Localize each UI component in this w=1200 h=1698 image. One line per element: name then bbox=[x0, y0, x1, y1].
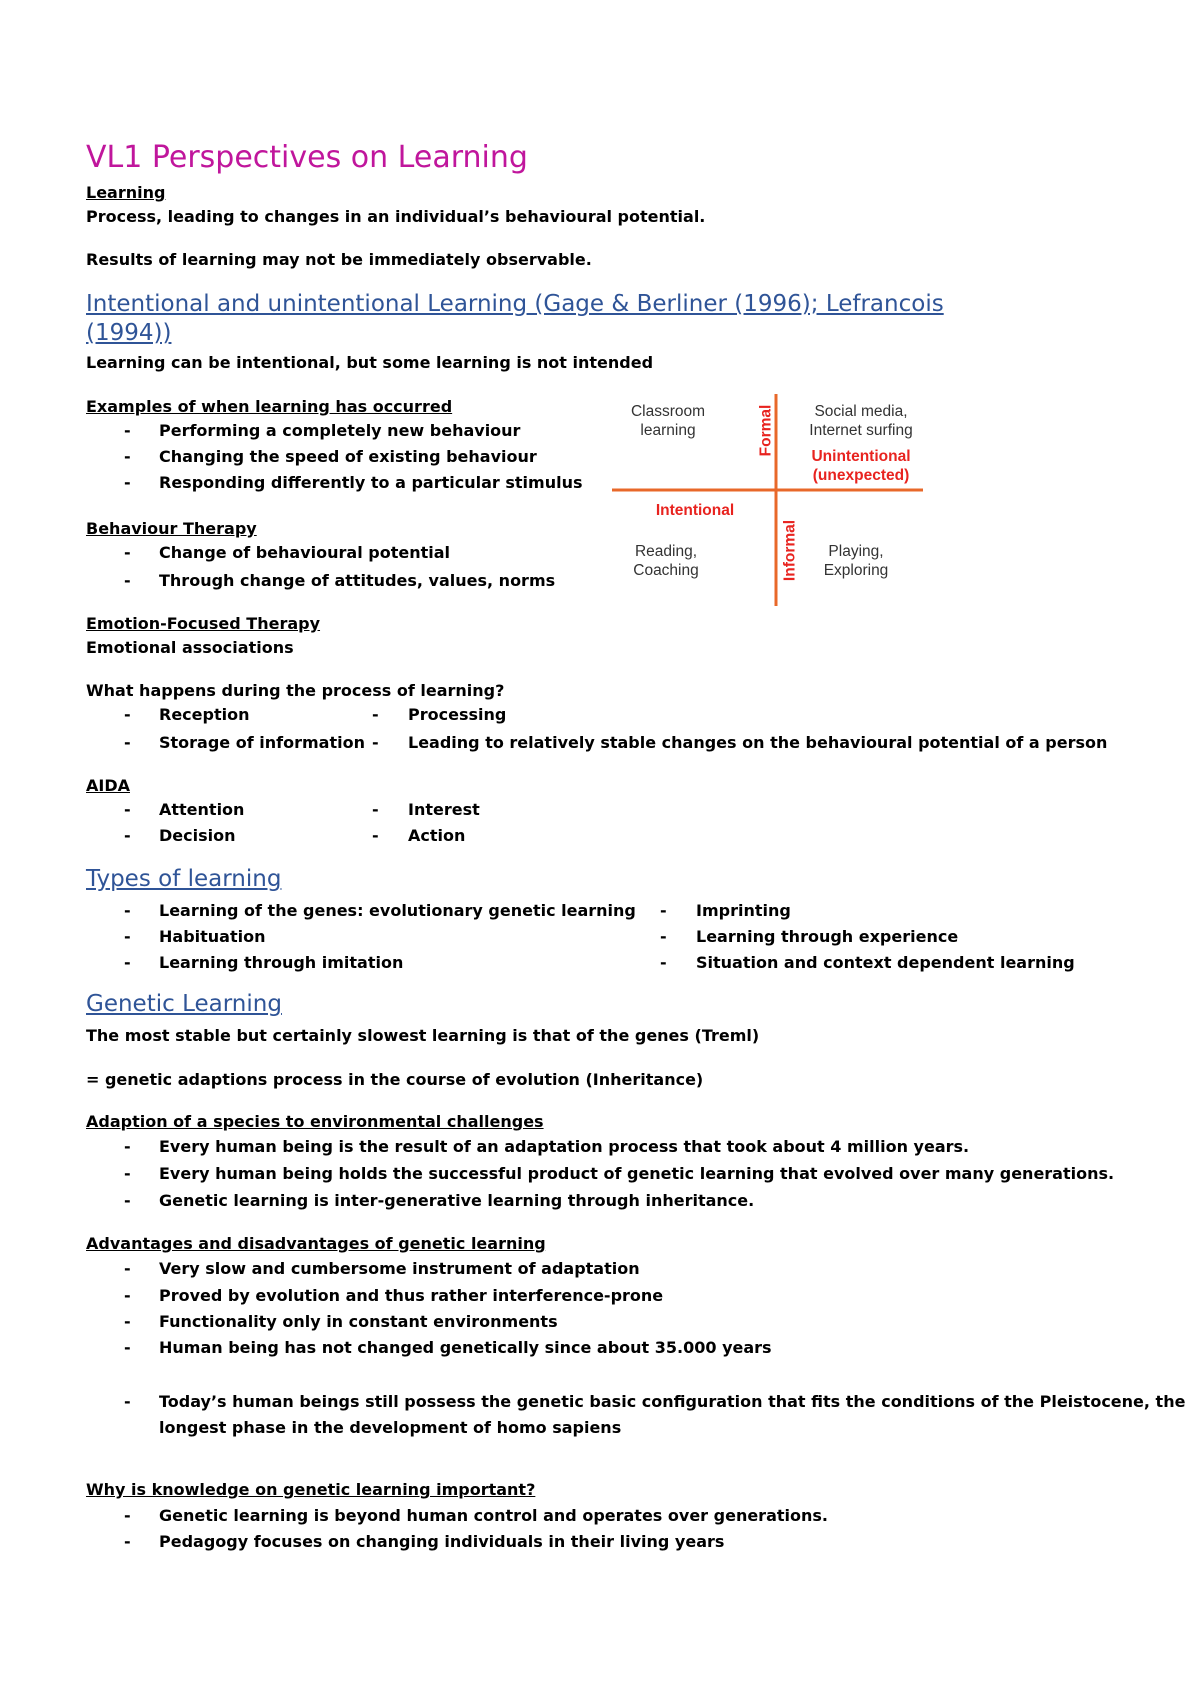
process-question: What happens during the process of learning? bbox=[86, 681, 505, 700]
list-dash: - bbox=[372, 800, 379, 819]
list-dash: - bbox=[124, 1259, 131, 1278]
quadrant-bottom-right-line2: Exploring bbox=[823, 562, 889, 579]
list-item: Every human being holds the successful product of genetic learning that evolved over many generations. bbox=[159, 1164, 1115, 1183]
list-dash: - bbox=[124, 826, 131, 845]
list-item: Every human being is the result of an adaptation process that took about 4 million years. bbox=[159, 1137, 970, 1156]
list-item-continuation: longest phase in the development of homo sapiens bbox=[159, 1418, 622, 1437]
list-dash: - bbox=[660, 901, 667, 920]
why-heading: Why is knowledge on genetic learning important? bbox=[86, 1480, 536, 1499]
list-item: Changing the speed of existing behaviour bbox=[159, 447, 537, 466]
list-dash: - bbox=[124, 1392, 131, 1411]
informal-label: Informal bbox=[781, 519, 799, 582]
formal-label: Formal bbox=[757, 404, 775, 457]
list-dash: - bbox=[124, 953, 131, 972]
list-dash: - bbox=[372, 733, 379, 752]
list-dash: - bbox=[124, 927, 131, 946]
list-dash: - bbox=[124, 421, 131, 440]
unintentional-label-line1: Unintentional bbox=[811, 448, 911, 465]
list-dash: - bbox=[660, 927, 667, 946]
eft-heading: Emotion-Focused Therapy bbox=[86, 614, 321, 633]
list-dash: - bbox=[124, 1312, 131, 1331]
list-dash: - bbox=[124, 1532, 131, 1551]
list-item: Through change of attitudes, values, norms bbox=[159, 571, 556, 590]
list-item: Very slow and cumbersome instrument of adaptation bbox=[159, 1259, 640, 1278]
list-dash: - bbox=[124, 543, 131, 562]
page-title: VL1 Perspectives on Learning bbox=[86, 140, 528, 175]
learning-definition: Process, leading to changes in an individual’s behavioural potential. bbox=[86, 207, 706, 226]
list-item: Decision bbox=[159, 826, 236, 845]
list-dash: - bbox=[124, 447, 131, 466]
list-dash: - bbox=[124, 1338, 131, 1357]
list-item: Leading to relatively stable changes on the behavioural potential of a person bbox=[408, 733, 1108, 752]
quadrant-top-left-line2: learning bbox=[640, 422, 696, 439]
list-item: Change of behavioural potential bbox=[159, 543, 450, 562]
list-item: Interest bbox=[408, 800, 480, 819]
therapy-heading: Behaviour Therapy bbox=[86, 519, 257, 538]
list-item: Pedagogy focuses on changing individuals in their living years bbox=[159, 1532, 725, 1551]
list-item: Today’s human beings still possess the genetic basic configuration that fits the conditions of the Pleistocene, the bbox=[159, 1392, 1186, 1411]
list-item: Learning through imitation bbox=[159, 953, 404, 972]
list-dash: - bbox=[124, 571, 131, 590]
list-item: Action bbox=[408, 826, 466, 845]
list-item: Reception bbox=[159, 705, 250, 724]
list-item: Learning through experience bbox=[696, 927, 959, 946]
quadrant-top-right-line1: Social media, bbox=[814, 403, 908, 420]
list-item: Genetic learning is inter-generative learning through inheritance. bbox=[159, 1191, 755, 1210]
intentional-heading-line1: Intentional and unintentional Learning (Gage & Berliner (1996); Lefrancois bbox=[86, 291, 944, 317]
list-dash: - bbox=[124, 1164, 131, 1183]
quadrant-bottom-left-line1: Reading, bbox=[634, 543, 698, 560]
learning-quadrant-diagram bbox=[600, 390, 930, 610]
list-dash: - bbox=[124, 800, 131, 819]
list-dash: - bbox=[124, 901, 131, 920]
list-item: Responding differently to a particular stimulus bbox=[159, 473, 583, 492]
list-item: Learning of the genes: evolutionary genetic learning bbox=[159, 901, 636, 920]
list-dash: - bbox=[660, 953, 667, 972]
learning-heading: Learning bbox=[86, 183, 166, 202]
list-item: Performing a completely new behaviour bbox=[159, 421, 521, 440]
types-heading: Types of learning bbox=[86, 866, 282, 892]
adv-heading: Advantages and disadvantages of genetic learning bbox=[86, 1234, 546, 1253]
list-item: Proved by evolution and thus rather interference-prone bbox=[159, 1286, 664, 1305]
eft-text: Emotional associations bbox=[86, 638, 294, 657]
list-dash: - bbox=[124, 1137, 131, 1156]
list-item: Situation and context dependent learning bbox=[696, 953, 1075, 972]
list-dash: - bbox=[124, 1191, 131, 1210]
examples-heading: Examples of when learning has occurred bbox=[86, 397, 453, 416]
learning-results: Results of learning may not be immediately observable. bbox=[86, 250, 592, 269]
list-item: Human being has not changed genetically since about 35.000 years bbox=[159, 1338, 772, 1357]
list-dash: - bbox=[372, 826, 379, 845]
list-dash: - bbox=[124, 733, 131, 752]
quadrant-top-right-line2: Internet surfing bbox=[809, 422, 913, 439]
quadrant-bottom-right-line1: Playing, bbox=[828, 543, 884, 560]
list-dash: - bbox=[124, 1286, 131, 1305]
genetic-heading: Genetic Learning bbox=[86, 991, 282, 1017]
genetic-text2: = genetic adaptions process in the course of evolution (Inheritance) bbox=[86, 1070, 704, 1089]
list-dash: - bbox=[124, 705, 131, 724]
list-item: Habituation bbox=[159, 927, 266, 946]
intentional-heading-line2: (1994)) bbox=[86, 320, 172, 346]
list-dash: - bbox=[124, 1506, 131, 1525]
quadrant-bottom-left-line2: Coaching bbox=[633, 562, 699, 579]
genetic-text1: The most stable but certainly slowest learning is that of the genes (Treml) bbox=[86, 1026, 760, 1045]
intentional-text: Learning can be intentional, but some learning is not intended bbox=[86, 353, 654, 372]
list-item: Processing bbox=[408, 705, 507, 724]
list-dash: - bbox=[124, 473, 131, 492]
list-item: Storage of information bbox=[159, 733, 365, 752]
quadrant-top-left-line1: Classroom bbox=[630, 403, 706, 420]
intentional-label: Intentional bbox=[655, 502, 735, 519]
aida-heading: AIDA bbox=[86, 776, 130, 795]
list-item: Genetic learning is beyond human control and operates over generations. bbox=[159, 1506, 828, 1525]
adaption-heading: Adaption of a species to environmental challenges bbox=[86, 1112, 544, 1131]
list-item: Functionality only in constant environments bbox=[159, 1312, 558, 1331]
unintentional-label-line2: (unexpected) bbox=[812, 467, 910, 484]
list-item: Imprinting bbox=[696, 901, 791, 920]
list-item: Attention bbox=[159, 800, 245, 819]
list-dash: - bbox=[372, 705, 379, 724]
